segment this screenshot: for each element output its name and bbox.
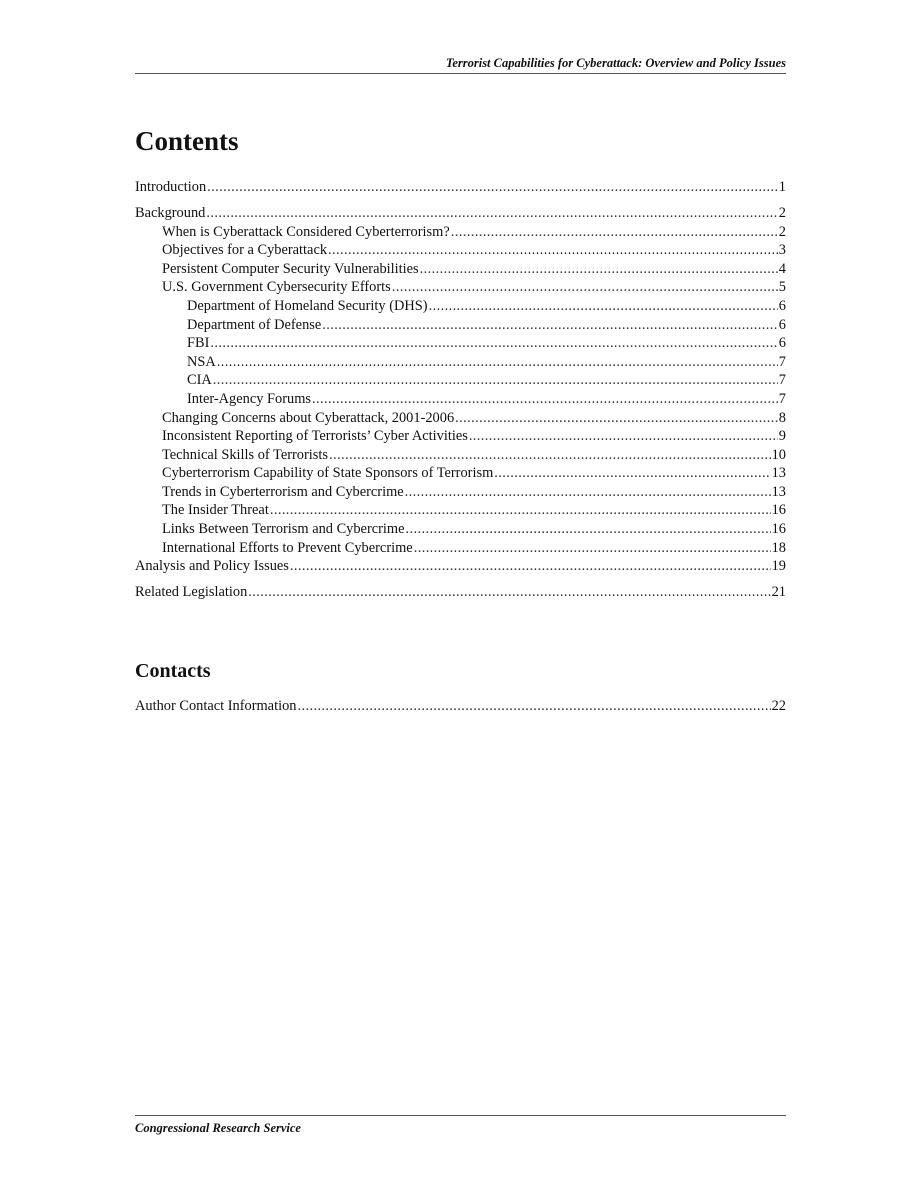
toc-entry-title: International Efforts to Prevent Cybercrime <box>162 539 413 556</box>
toc-entry-title: Objectives for a Cyberattack <box>162 242 328 259</box>
table-of-contents <box>135 178 786 602</box>
toc-dot-leader <box>469 427 778 446</box>
toc-dot-leader <box>429 297 778 316</box>
toc-entry-title: Trends in Cyberterrorism and Cybercrime <box>162 483 404 500</box>
toc-entry-title: Department of Homeland Security (DHS) <box>187 297 428 314</box>
toc-page-number: 3 <box>778 242 786 259</box>
toc-dot-leader <box>290 557 771 576</box>
toc-entry-fbi[interactable] <box>135 334 786 353</box>
toc-entry-title: Related Legislation <box>135 584 248 601</box>
toc-page-number: 22 <box>771 698 786 714</box>
toc-entry-analysis-policy[interactable] <box>135 557 786 576</box>
toc-entry-title: Inter-Agency Forums <box>187 390 311 407</box>
contents-heading: Contents <box>135 126 239 156</box>
toc-entry-trends[interactable] <box>135 483 786 502</box>
toc-page-number: 7 <box>778 390 786 407</box>
toc-page-number: 10 <box>771 446 786 463</box>
toc-entry-us-government-efforts[interactable] <box>135 278 786 297</box>
toc-entry-title: U.S. Government Cybersecurity Efforts <box>162 279 391 296</box>
toc-entry-title: CIA <box>187 372 212 389</box>
toc-entry-links-terrorism-cybercrime[interactable] <box>135 520 786 539</box>
toc-entry-dod[interactable] <box>135 316 786 335</box>
running-header: Terrorist Capabilities for Cyberattack: Overview and Policy Issues <box>135 56 786 74</box>
toc-dot-leader <box>329 446 771 465</box>
toc-entry-author-contact[interactable] <box>135 697 786 716</box>
toc-dot-leader <box>297 697 770 716</box>
toc-entry-technical-skills[interactable] <box>135 446 786 465</box>
toc-entry-title: Cyberterrorism Capability of State Sponsors of Terrorism <box>162 465 494 482</box>
toc-entry-dhs[interactable] <box>135 297 786 316</box>
toc-dot-leader <box>420 260 778 279</box>
toc-page-number: 6 <box>778 316 786 333</box>
toc-entry-title: Technical Skills of Terrorists <box>162 446 328 463</box>
toc-dot-leader <box>451 223 778 242</box>
contacts-list <box>135 697 786 716</box>
toc-entry-inconsistent-reporting[interactable] <box>135 427 786 446</box>
toc-entry-insider-threat[interactable] <box>135 501 786 520</box>
toc-dot-leader <box>207 178 778 197</box>
toc-page-number: 7 <box>778 353 786 370</box>
toc-entry-cia[interactable] <box>135 371 786 390</box>
toc-entry-title: The Insider Threat <box>162 502 269 519</box>
toc-page-number: 13 <box>771 483 786 500</box>
toc-page-number: 6 <box>778 335 786 352</box>
toc-entry-title: Links Between Terrorism and Cybercrime <box>162 521 405 538</box>
toc-entry-inter-agency-forums[interactable] <box>135 390 786 409</box>
toc-entry-state-sponsors[interactable] <box>135 464 786 483</box>
toc-dot-leader <box>210 334 777 353</box>
toc-dot-leader <box>206 204 777 223</box>
toc-entry-title: Background <box>135 204 206 221</box>
toc-entry-title: Author Contact Information <box>135 698 297 714</box>
toc-page-number: 2 <box>778 223 786 240</box>
toc-entry-cyberattack-cyberterrorism[interactable] <box>135 223 786 242</box>
toc-page-number: 2 <box>778 204 786 221</box>
toc-page-number: 7 <box>778 372 786 389</box>
toc-entry-title: FBI <box>187 335 210 352</box>
toc-dot-leader <box>405 483 771 502</box>
toc-page-number: 9 <box>778 428 786 445</box>
toc-entry-background[interactable] <box>135 204 786 223</box>
toc-entry-changing-concerns[interactable] <box>135 409 786 428</box>
toc-page-number: 19 <box>771 558 786 575</box>
toc-dot-leader <box>213 371 778 390</box>
toc-dot-leader <box>494 464 770 483</box>
toc-entry-title: When is Cyberattack Considered Cyberterrorism? <box>162 223 450 240</box>
toc-entry-international-efforts[interactable] <box>135 539 786 558</box>
toc-page-number: 18 <box>771 539 786 556</box>
toc-entry-introduction[interactable] <box>135 178 786 197</box>
toc-page-number: 1 <box>778 179 786 195</box>
toc-entry-title: Department of Defense <box>187 316 322 333</box>
toc-dot-leader <box>217 353 778 372</box>
toc-entry-vulnerabilities[interactable] <box>135 260 786 279</box>
toc-entry-nsa[interactable] <box>135 353 786 372</box>
toc-page-number: 8 <box>778 409 786 426</box>
toc-entry-title: NSA <box>187 353 216 370</box>
toc-dot-leader <box>328 241 778 260</box>
toc-entry-title: Introduction <box>135 179 207 195</box>
toc-dot-leader <box>270 501 771 520</box>
toc-entry-title: Changing Concerns about Cyberattack, 2001-2006 <box>162 409 455 426</box>
toc-page-number: 16 <box>771 502 786 519</box>
toc-entry-title: Persistent Computer Security Vulnerabilities <box>162 260 419 277</box>
page-footer: Congressional Research Service <box>135 1115 786 1135</box>
toc-dot-leader <box>414 539 771 558</box>
toc-dot-leader <box>312 390 778 409</box>
toc-dot-leader <box>406 520 771 539</box>
toc-dot-leader <box>455 409 778 428</box>
toc-dot-leader <box>248 583 770 602</box>
toc-dot-leader <box>322 316 778 335</box>
toc-entry-objectives[interactable] <box>135 241 786 260</box>
toc-entry-title: Analysis and Policy Issues <box>135 558 289 575</box>
toc-entry-title: Inconsistent Reporting of Terrorists’ Cyber Activities <box>162 428 468 445</box>
toc-page-number: 4 <box>778 260 786 277</box>
toc-entry-related-legislation[interactable] <box>135 583 786 602</box>
contacts-heading: Contacts <box>135 660 211 682</box>
toc-page-number: 6 <box>778 297 786 314</box>
toc-page-number: 16 <box>771 521 786 538</box>
toc-page-number: 5 <box>778 279 786 296</box>
toc-dot-leader <box>392 278 778 297</box>
toc-page-number: 13 <box>771 465 786 482</box>
toc-page-number: 21 <box>771 584 786 601</box>
